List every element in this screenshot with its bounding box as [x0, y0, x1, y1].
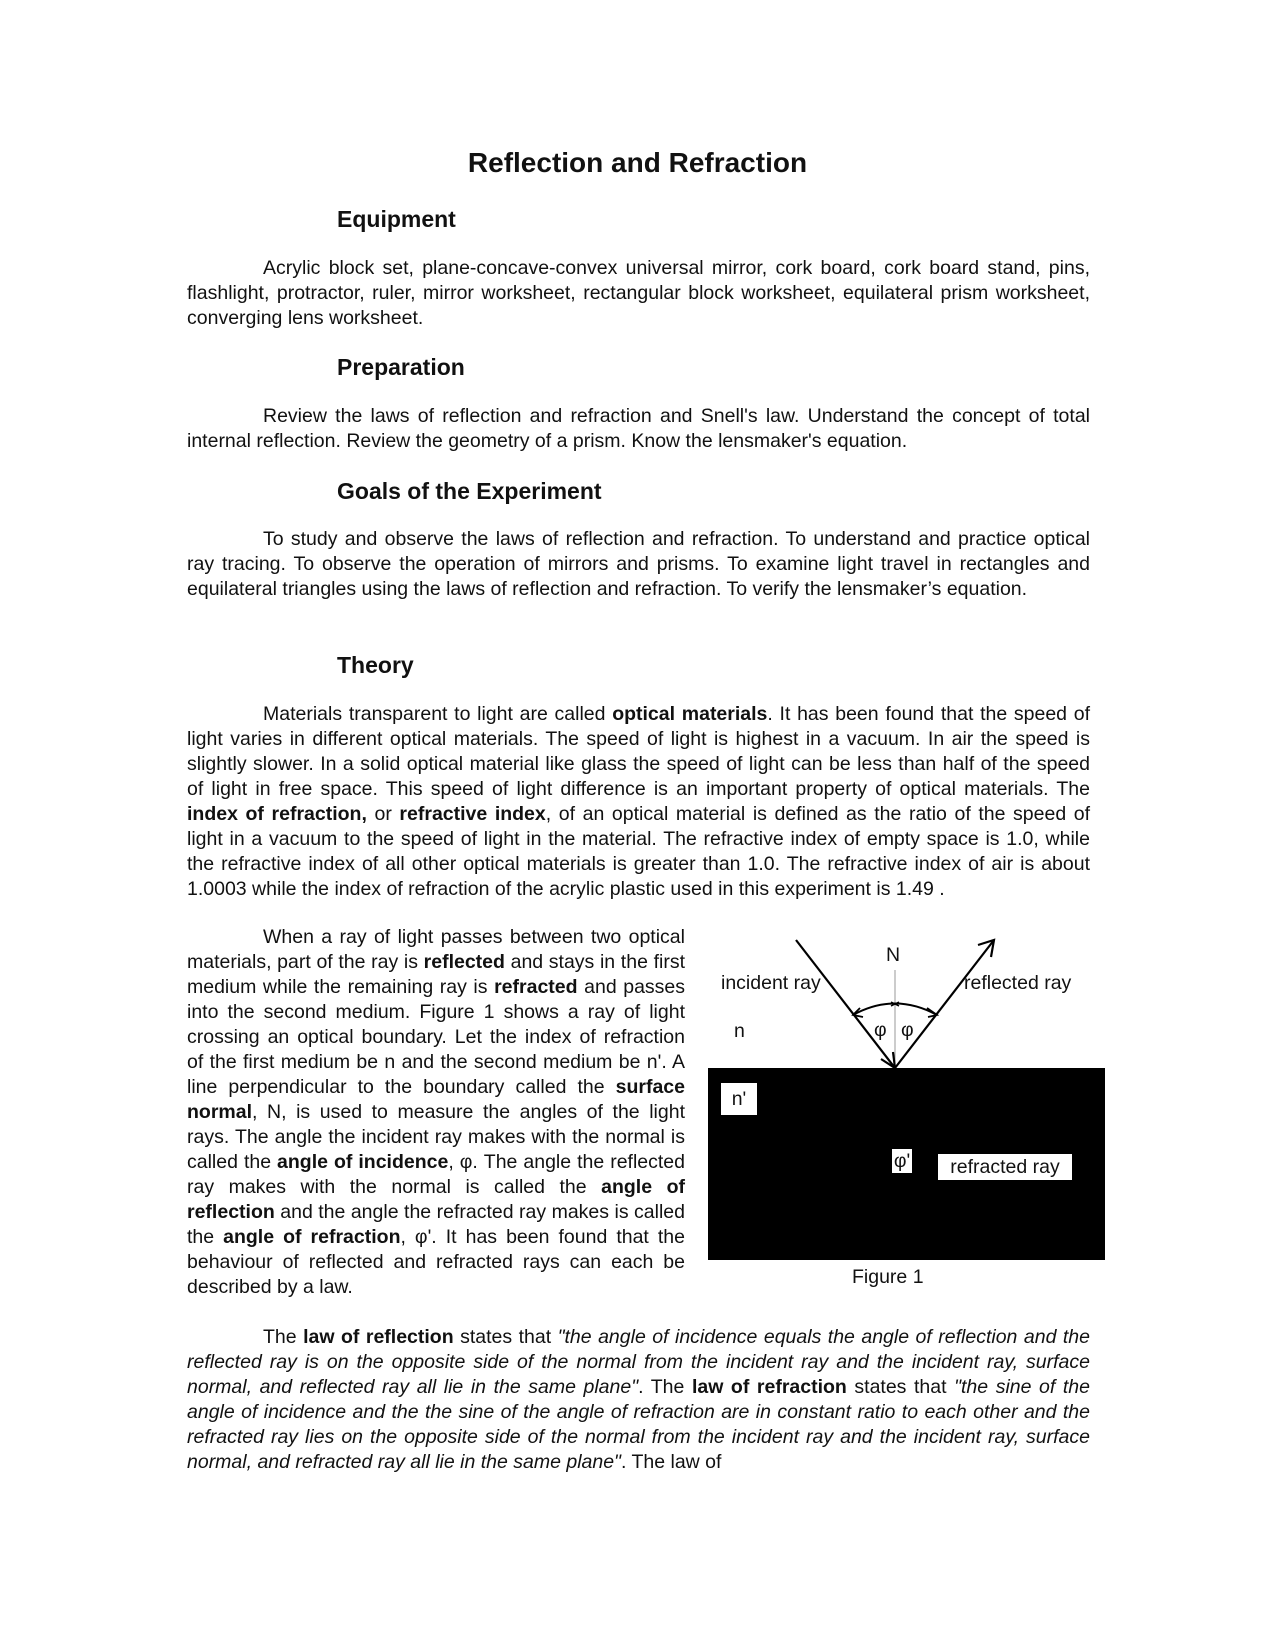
normal-label: N	[886, 944, 901, 966]
goals-heading: Goals of the Experiment	[337, 478, 602, 504]
equipment-heading: Equipment	[337, 206, 456, 232]
figure-caption: Figure 1	[852, 1266, 924, 1288]
preparation-text: Review the laws of reflection and refraction and Snell's law. Understand the concept of total internal reflection. Review the geometry of a prism. Know the lensmaker's equation.	[187, 405, 1090, 452]
goals-text: To study and observe the laws of reflection and refraction. To understand and practice optical ray tracing. To observe the operation of mirrors and prisms. To examine light travel in rectangles and equilateral triangles using the laws of reflection and refraction. To verify the lensmaker’s equation.	[187, 528, 1090, 600]
second-medium-n-prime-label: n'	[721, 1083, 757, 1115]
equipment-text: Acrylic block set, plane-concave-convex universal mirror, cork board, cork board stand, pins, flashlight, protractor, ruler, mirror worksheet, rectangular block worksheet, equilateral prism worksheet, converging lens worksheet.	[187, 257, 1090, 329]
phi-right-label: φ	[901, 1019, 914, 1041]
theory-paragraph-3: The law of reflection states that "the angle of incidence equals the angle of reflection and the reflected ray is on the opposite side of the normal from the incident ray and the incident ray, surface normal, and reflected ray all lie in the same plane". The law of refraction states that "the sine of the angle of incidence and the the sine of the angle of refraction are in constant ratio to each other and the refracted ray lies on the opposite side of the normal from the incident ray and the incident ray, surface normal, and refracted ray all lie in the same plane". The law of	[187, 1326, 1090, 1473]
first-medium-n-label: n	[734, 1020, 745, 1042]
theory-heading: Theory	[337, 652, 414, 678]
reflected-ray-label: reflected ray	[964, 972, 1072, 994]
theory-paragraph-2: When a ray of light passes between two optical materials, part of the ray is reflected and stays in the first medium while the remaining ray is refracted and passes into the second medium. Figure 1 shows a ray of light crossing an optical boundary. Let the index of refraction of the first medium be n and the second medium be n'. A line perpendicular to the boundary called the surface normal, N, is used to measure the angles of the light rays. The angle the incident ray makes with the normal is called the angle of incidence, φ. The angle the reflected ray makes with the normal is called the angle of reflection and the angle the refracted ray makes is called the angle of refraction, φ'. It has been found that the behaviour of reflected and refracted rays can each be described by a law.	[187, 926, 686, 1298]
page-title: Reflection and Refraction	[467, 147, 808, 178]
arc-arrow-right	[927, 1008, 937, 1017]
phi-prime-label: φ'	[893, 1150, 911, 1172]
preparation-heading: Preparation	[337, 354, 465, 380]
incident-ray-label: incident ray	[721, 972, 821, 994]
theory-paragraph-1: Materials transparent to light are called optical materials. It has been found that the speed of light varies in different optical materials. The speed of light is highest in a vacuum. In air the speed is slightly slower. In a solid optical material like glass the speed of light can be less than half of the speed of light in free space. This speed of light difference is an important property of optical materials. The index of refraction, or refractive index, of an optical material is defined as the ratio of the speed of light in a vacuum to the speed of light in the material. The refractive index of empty space is 1.0, while the refractive index of all other optical materials is greater than 1.0. The refractive index of air is about 1.0003 while the index of refraction of the acrylic plastic used in this experiment is 1.49 .	[187, 703, 1091, 900]
phi-left-label: φ	[874, 1019, 887, 1041]
refracted-ray-label: refracted ray	[938, 1154, 1072, 1180]
figure-1	[708, 935, 1105, 1295]
